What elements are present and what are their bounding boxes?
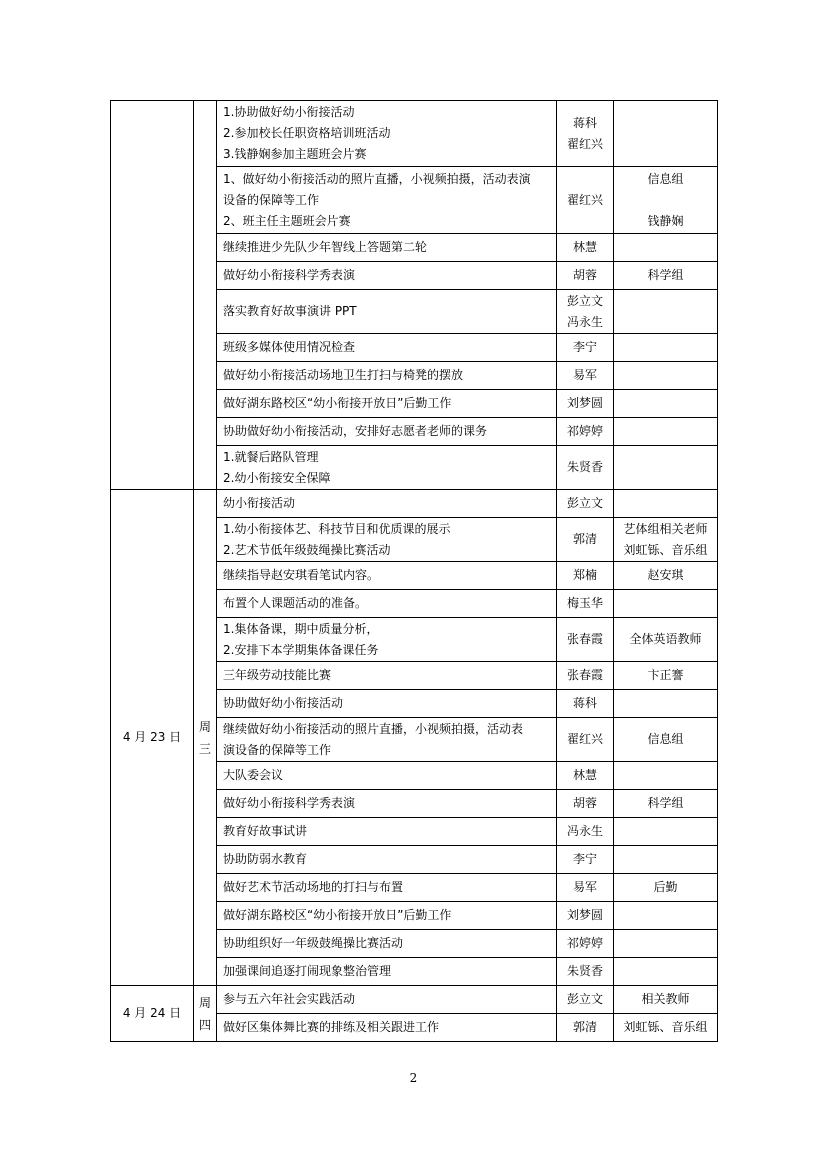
task-cell-line: 2、班主任主题班会片赛	[223, 213, 351, 228]
task-cell-line: 设备的保障等工作	[223, 192, 320, 207]
coop-cell	[614, 101, 718, 167]
person-cell-line: 胡蓉	[572, 268, 597, 282]
task-cell-line: 继续做好幼小衔接活动的照片直播，小视频拍摄，活动表	[223, 721, 524, 736]
person-cell-line: 彭立文	[566, 293, 603, 308]
person-cell-line: 张春霞	[566, 632, 603, 646]
task-cell	[217, 334, 557, 362]
person-cell-line: 蒋科	[572, 696, 597, 710]
coop-cell	[614, 930, 718, 958]
coop-cell-line: 卞正謇	[647, 668, 684, 682]
task-cell	[217, 662, 557, 690]
coop-cell-line: 艺体组相关老师	[623, 521, 708, 536]
coop-cell	[614, 718, 718, 762]
person-cell	[557, 362, 614, 390]
weekday-char: 周	[198, 719, 211, 734]
coop-cell	[614, 902, 718, 930]
task-cell	[217, 930, 557, 958]
coop-cell	[614, 590, 718, 618]
person-cell	[557, 334, 614, 362]
coop-cell	[614, 418, 718, 446]
line-gap	[616, 190, 715, 211]
person-cell-line: 冯永生	[566, 314, 603, 329]
task-cell	[217, 874, 557, 902]
person-cell-line: 梅玉华	[566, 596, 603, 610]
person-cell-line: 刘梦圆	[566, 396, 603, 410]
person-cell	[557, 418, 614, 446]
task-cell-line: 2.艺术节低年级鼓绳操比赛活动	[223, 542, 391, 557]
task-cell-line: 做好艺术节活动场地的打扫与布置	[223, 880, 404, 894]
schedule-table-body	[111, 101, 718, 1042]
coop-cell	[614, 818, 718, 846]
person-cell	[557, 762, 614, 790]
date-cell: 4 月 23 日	[111, 490, 194, 986]
task-cell	[217, 290, 557, 334]
person-cell	[557, 846, 614, 874]
person-cell	[557, 874, 614, 902]
task-cell-line: 2.参加校长任职资格培训班活动	[223, 126, 391, 140]
task-cell	[217, 1014, 557, 1042]
weekday-cell	[194, 986, 217, 1042]
person-cell-line: 林慧	[572, 768, 597, 782]
schedule-row	[111, 490, 718, 518]
task-cell-line: 继续指导赵安琪看笔试内容。	[223, 568, 380, 582]
person-cell	[557, 262, 614, 290]
task-cell-line: 1.就餐后路队管理	[223, 449, 319, 464]
schedule-row	[111, 101, 718, 167]
person-cell	[557, 718, 614, 762]
date-cell: 4 月 24 日	[111, 986, 194, 1042]
person-cell-line: 郭清	[572, 1020, 597, 1034]
person-cell	[557, 790, 614, 818]
coop-cell-line: 钱静娴	[647, 213, 684, 228]
coop-cell	[614, 958, 718, 986]
task-cell-line: 做好湖东路校区“幼小衔接开放日”后勤工作	[223, 396, 452, 410]
task-cell-line: 做好幼小衔接科学秀表演	[223, 268, 356, 282]
task-cell-line: 2.幼小衔接安全保障	[223, 470, 331, 485]
person-cell-line: 蒋科	[572, 115, 597, 130]
coop-cell	[614, 662, 718, 690]
person-cell-line: 胡蓉	[572, 796, 597, 810]
task-cell-line: 做好区集体舞比赛的排练及相关跟进工作	[223, 1020, 440, 1034]
task-cell-line: 继续推进少先队少年智线上答题第二轮	[223, 240, 428, 254]
schedule-table	[110, 100, 718, 1042]
coop-cell	[614, 846, 718, 874]
coop-cell	[614, 262, 718, 290]
person-cell-line: 李宁	[572, 340, 597, 354]
person-cell	[557, 234, 614, 262]
weekday-cell	[194, 101, 217, 490]
person-cell	[557, 290, 614, 334]
coop-cell-line: 后勤	[653, 880, 678, 894]
coop-cell	[614, 562, 718, 590]
person-cell-line: 李宁	[572, 852, 597, 866]
task-cell-line: 1、做好幼小衔接活动的照片直播，小视频拍摄，活动表演	[223, 171, 531, 186]
person-cell-line: 翟红兴	[566, 732, 603, 746]
task-cell-line: 加强课间追逐打闹现象整治管理	[223, 964, 392, 978]
weekday-char: 四	[198, 1017, 211, 1032]
task-cell-line: 班级多媒体使用情况检查	[223, 340, 356, 354]
task-cell-line: 1.协助做好幼小衔接活动	[223, 105, 355, 119]
coop-cell	[614, 618, 718, 662]
coop-cell	[614, 362, 718, 390]
coop-cell	[614, 1014, 718, 1042]
person-cell	[557, 446, 614, 490]
person-cell	[557, 902, 614, 930]
weekday-char: 周	[198, 995, 211, 1010]
task-cell	[217, 958, 557, 986]
coop-cell-line: 信息组	[647, 732, 684, 746]
task-cell-line: 1.集体备课，期中质量分析，	[223, 621, 379, 636]
person-cell-line: 刘梦圆	[566, 908, 603, 922]
task-cell	[217, 490, 557, 518]
coop-cell	[614, 446, 718, 490]
task-cell-line: 协助防弱水教育	[223, 852, 308, 866]
schedule-row	[111, 986, 718, 1014]
person-cell-line: 林慧	[572, 240, 597, 254]
task-cell	[217, 390, 557, 418]
coop-cell-line: 刘虹铄、音乐组	[623, 542, 708, 557]
coop-cell-line: 信息组	[647, 171, 684, 186]
person-cell	[557, 1014, 614, 1042]
task-cell	[217, 718, 557, 762]
task-cell-line: 协助组织好一年级鼓绳操比赛活动	[223, 936, 404, 950]
coop-cell	[614, 762, 718, 790]
task-cell-line: 大队委会议	[223, 768, 284, 782]
person-cell-line: 翟红兴	[566, 136, 603, 151]
person-cell-line: 彭立文	[566, 496, 603, 510]
coop-cell	[614, 690, 718, 718]
task-cell	[217, 790, 557, 818]
person-cell-line: 祁婷婷	[566, 424, 603, 438]
task-cell	[217, 518, 557, 562]
person-cell	[557, 618, 614, 662]
task-cell-line: 演设备的保障等工作	[223, 742, 332, 757]
person-cell-line: 郭清	[572, 532, 597, 546]
weekday-cell	[194, 490, 217, 986]
person-cell	[557, 167, 614, 234]
task-cell	[217, 101, 557, 167]
coop-cell-line: 科学组	[647, 796, 684, 810]
date-cell	[111, 101, 194, 490]
person-cell-line: 冯永生	[566, 824, 603, 838]
coop-cell	[614, 167, 718, 234]
person-cell-line: 郑楠	[572, 568, 597, 582]
person-cell	[557, 490, 614, 518]
coop-cell	[614, 790, 718, 818]
coop-cell-line: 赵安琪	[647, 568, 684, 582]
person-cell-line: 朱贤香	[566, 964, 603, 978]
task-cell	[217, 986, 557, 1014]
weekday-char: 三	[198, 741, 211, 756]
person-cell-line: 翟红兴	[566, 192, 603, 207]
task-cell	[217, 167, 557, 234]
coop-cell	[614, 490, 718, 518]
task-cell	[217, 446, 557, 490]
task-cell-line: 1.幼小衔接体艺、科技节目和优质课的展示	[223, 521, 451, 536]
coop-cell	[614, 518, 718, 562]
coop-cell	[614, 390, 718, 418]
task-cell	[217, 362, 557, 390]
person-cell	[557, 590, 614, 618]
task-cell	[217, 762, 557, 790]
task-cell-line: 做好幼小衔接科学秀表演	[223, 796, 356, 810]
coop-cell-line: 刘虹铄、音乐组	[623, 1020, 708, 1034]
task-cell-line: 协助做好幼小衔接活动	[223, 696, 344, 710]
coop-cell-line: 全体英语教师	[629, 632, 702, 646]
coop-cell	[614, 986, 718, 1014]
task-cell-line: 布置个人课题活动的准备。	[223, 596, 368, 610]
task-cell-line: 做好幼小衔接活动场地卫生打扫与椅凳的摆放	[223, 368, 464, 382]
task-cell	[217, 562, 557, 590]
task-cell-line: 2.安排下本学期集体备课任务	[223, 642, 379, 657]
coop-cell	[614, 234, 718, 262]
person-cell	[557, 930, 614, 958]
person-cell-line: 朱贤香	[566, 460, 603, 474]
coop-cell-line: 科学组	[647, 268, 684, 282]
person-cell	[557, 958, 614, 986]
task-cell	[217, 690, 557, 718]
page-number: 2	[409, 1071, 418, 1085]
task-cell-line: 教育好故事试讲	[223, 824, 308, 838]
task-cell	[217, 418, 557, 446]
coop-cell	[614, 290, 718, 334]
task-cell	[217, 234, 557, 262]
person-cell-line: 易军	[572, 368, 597, 382]
person-cell	[557, 986, 614, 1014]
person-cell-line: 祁婷婷	[566, 936, 603, 950]
coop-cell-line: 相关教师	[641, 992, 690, 1006]
person-cell-line: 张春霞	[566, 668, 603, 682]
person-cell	[557, 818, 614, 846]
person-cell	[557, 562, 614, 590]
task-cell-line: 落实教育好故事演讲 PPT	[223, 304, 357, 318]
person-cell	[557, 518, 614, 562]
person-cell	[557, 690, 614, 718]
coop-cell	[614, 334, 718, 362]
person-cell-line: 易军	[572, 880, 597, 894]
person-cell	[557, 101, 614, 167]
task-cell	[217, 618, 557, 662]
task-cell-line: 协助做好幼小衔接活动，安排好志愿者老师的课务	[223, 424, 488, 438]
task-cell-line: 做好湖东路校区“幼小衔接开放日”后勤工作	[223, 908, 452, 922]
task-cell	[217, 818, 557, 846]
person-cell	[557, 662, 614, 690]
task-cell	[217, 590, 557, 618]
task-cell	[217, 262, 557, 290]
task-cell-line: 3.钱静娴参加主题班会片赛	[223, 147, 367, 161]
coop-cell	[614, 874, 718, 902]
task-cell	[217, 902, 557, 930]
task-cell-line: 三年级劳动技能比赛	[223, 668, 332, 682]
task-cell-line: 参与五六年社会实践活动	[223, 992, 356, 1006]
person-cell-line: 彭立文	[566, 992, 603, 1006]
task-cell-line: 幼小衔接活动	[223, 496, 296, 510]
person-cell	[557, 390, 614, 418]
task-cell	[217, 846, 557, 874]
